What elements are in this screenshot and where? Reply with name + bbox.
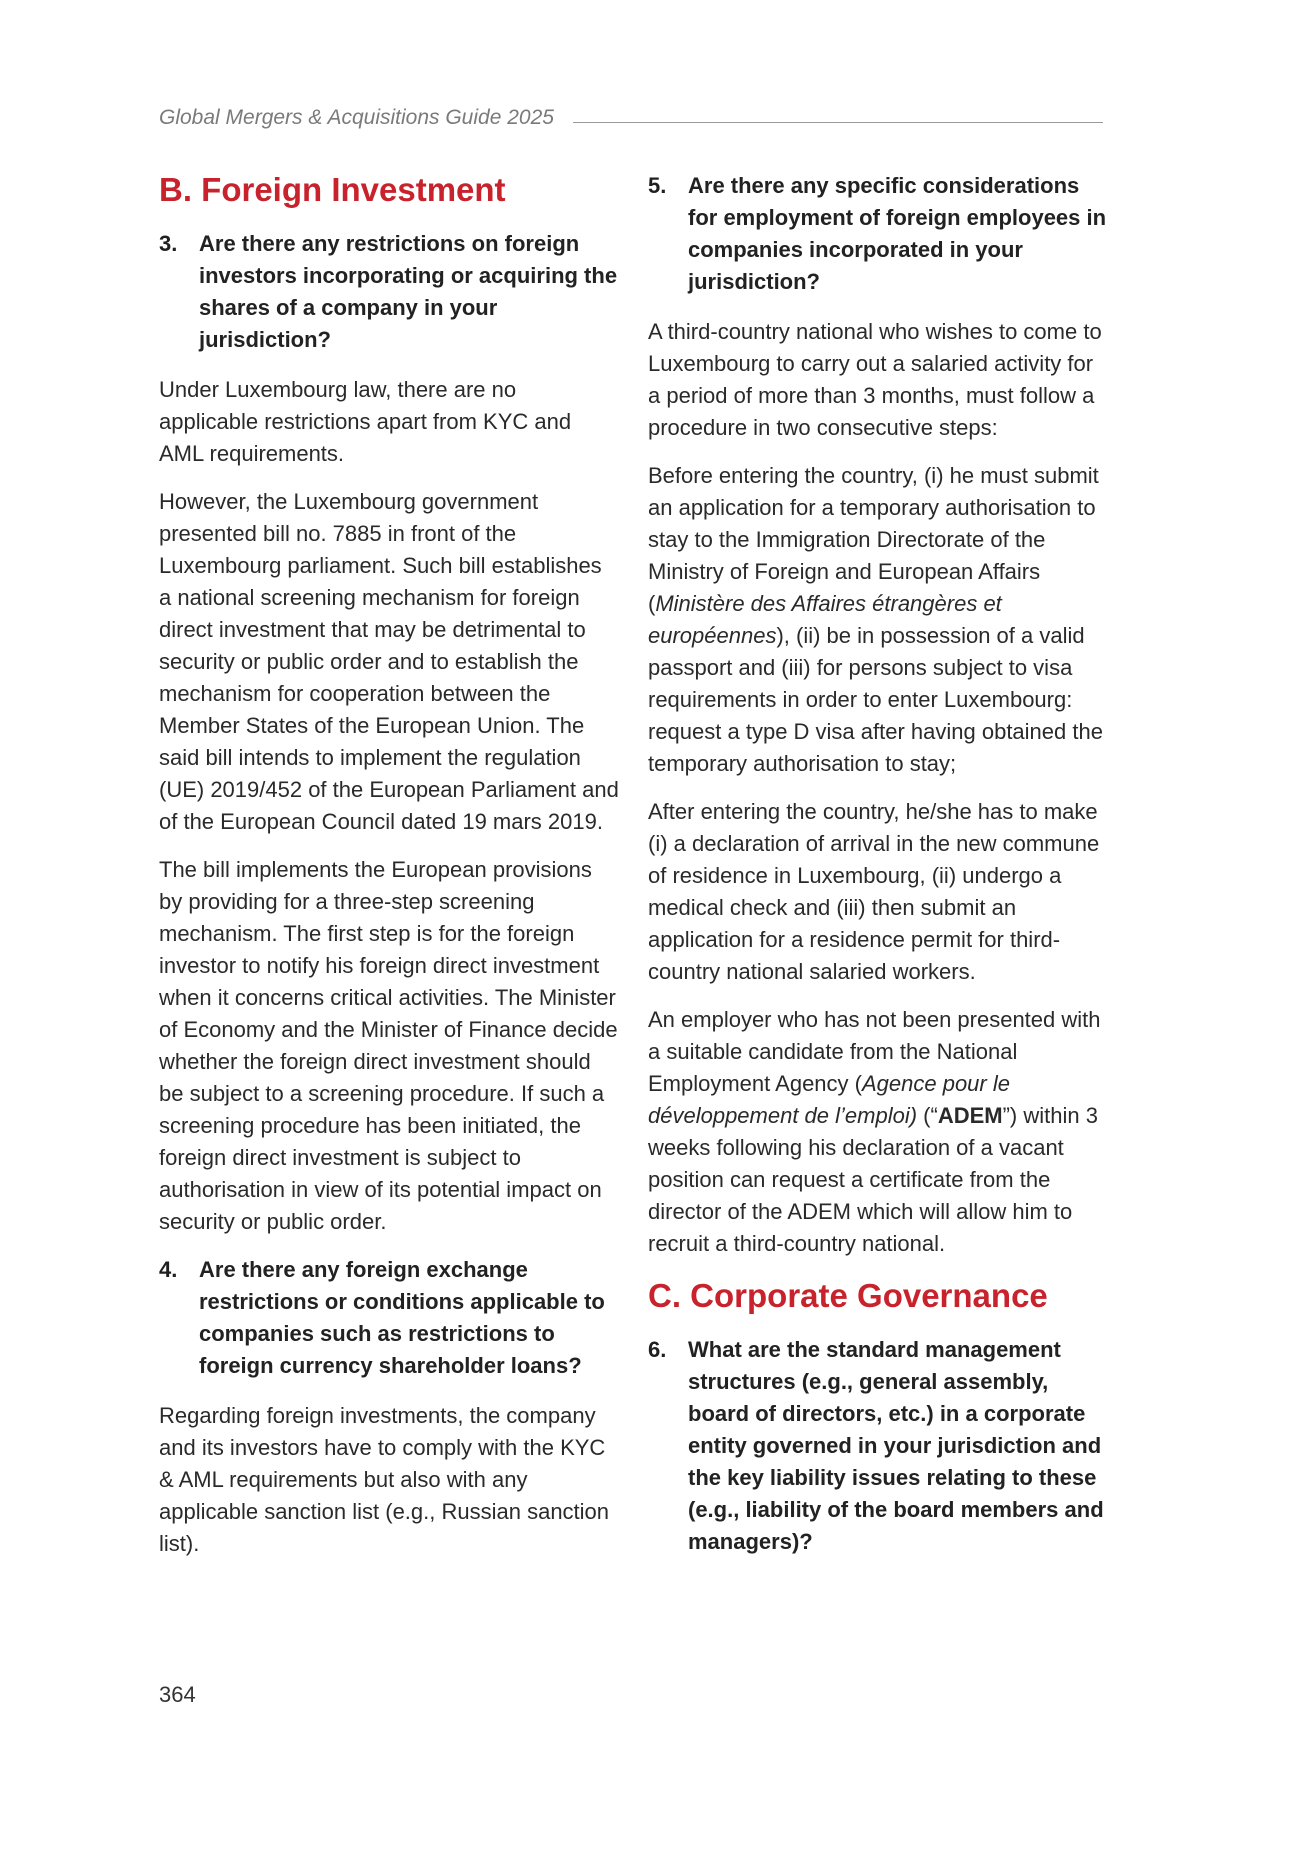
paragraph: After entering the country, he/she has to make (i) a declaration of arrival in the new commune of residence in Luxembourg, (ii) undergo a medical check and (iii) then submit an application for a residence permit for third-country national salaried workers. [648, 799, 1100, 984]
text-run: ”) within 3 weeks following his declaration of a vacant position can request a certificate from the director of the ADEM which will allow him to recruit a third-country national. [648, 1103, 1098, 1256]
question-number: 5. [648, 173, 667, 198]
italic-text: Agence pour le développement de l’emploi) [648, 1071, 1010, 1128]
paragraph [648, 1004, 1108, 1260]
question-number: 4. [159, 1257, 178, 1282]
paragraph: Under Luxembourg law, there are no applicable restrictions apart from KYC and AML requirements. [159, 377, 572, 466]
paragraph: Regarding foreign investments, the company and its investors have to comply with the KYC & AML requirements but also with any applicable sanction list (e.g., Russian sanction list). [159, 1403, 610, 1556]
question-number: 6. [648, 1337, 667, 1362]
right-column [648, 170, 1108, 1576]
question-3 [159, 228, 619, 356]
question-text: What are the standard management structures (e.g., general assembly, board of directors, etc.) in a corporate entity governed in your jurisdiction and the key liability issues relating to these (e.g., liability of the board members and managers)? [688, 1337, 1104, 1554]
text-run: An employer who has not been presented with a suitable candidate from the National Employment Agency ( [648, 1007, 1101, 1096]
header-rule [573, 122, 1103, 123]
question-text: Are there any restrictions on foreign investors incorporating or acquiring the shares of a company in your jurisdiction? [199, 231, 618, 352]
text-run: Before entering the country, (i) he must submit an application for a temporary authorisation to stay to the Immigration Directorate of the Ministry of Foreign and European Affairs ( [648, 463, 1099, 616]
question-4 [159, 1254, 619, 1382]
section-heading-foreign-investment: B. Foreign Investment [159, 171, 506, 208]
paragraph: A third-country national who wishes to come to Luxembourg to carry out a salaried activity for a period of more than 3 months, must follow a procedure in two consecutive steps: [648, 319, 1102, 440]
running-title: Global Mergers & Acquisitions Guide 2025 [159, 106, 554, 129]
running-header [159, 106, 1103, 136]
text-run: ), (ii) be in possession of a valid passport and (iii) for persons subject to visa requirements in order to enter Luxembourg: request a type D visa after having obtained the temporary authorisation to stay; [648, 623, 1103, 776]
question-text: Are there any foreign exchange restrictions or conditions applicable to companies such as restrictions to foreign currency shareholder loans? [199, 1257, 605, 1378]
question-6 [648, 1334, 1108, 1558]
italic-text: Ministère des Affaires étrangères et européennes [648, 591, 1002, 648]
question-text: Are there any specific considerations for employment of foreign employees in companies incorporated in your jurisdiction? [688, 173, 1107, 294]
bold-text: ADEM [937, 1103, 1003, 1128]
question-5 [648, 170, 1108, 298]
page-number: 364 [159, 1682, 196, 1707]
section-heading-corporate-governance: C. Corporate Governance [648, 1277, 1048, 1314]
paragraph: The bill implements the European provisions by providing for a three-step screening mechanism. The first step is for the foreign investor to notify his foreign direct investment when it concerns critical activities. The Minister of Economy and the Minister of Finance decide whether the foreign direct investment should be subject to a screening procedure. If such a screening procedure has been initiated, the foreign direct investment is subject to authorisation in view of its potential impact on security or public order. [159, 857, 618, 1234]
paragraph: However, the Luxembourg government presented bill no. 7885 in front of the Luxembourg parliament. Such bill establishes a national screening mechanism for foreign direct investment that may be detrimental to security or public order and to establish the mechanism for cooperation between the Member States of the European Union. The said bill intends to implement the regulation (UE) 2019/452 of the European Parliament and of the European Council dated 19 mars 2019. [159, 489, 619, 834]
paragraph [648, 460, 1108, 780]
question-number: 3. [159, 231, 178, 256]
text-run: (“ [917, 1103, 938, 1128]
left-column [159, 170, 619, 1576]
